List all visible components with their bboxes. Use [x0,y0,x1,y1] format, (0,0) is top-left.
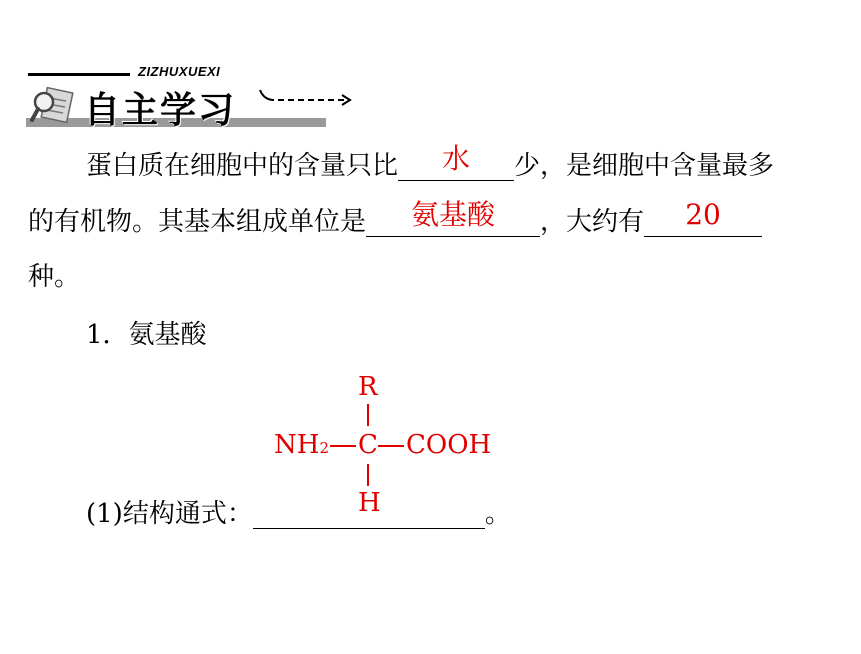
intro-line-1 [86,142,775,181]
formula-h-atom: H [358,488,381,518]
blank-3 [644,198,762,237]
answer-2: 氨基酸 [411,198,496,231]
section-1-heading: 1．氨基酸 [86,320,207,350]
item-1-label: (1)结构通式： [86,499,253,529]
dashed-arrow-icon [256,88,352,108]
header-top-rule [28,73,130,76]
formula-carboxyl-group: COOH [406,430,492,460]
formula-bond-right [378,445,404,447]
formula-central-carbon: C [358,430,378,460]
answer-1: 水 [442,142,471,175]
formula-bond-top [367,404,369,426]
formula-bond-left [330,445,356,447]
answer-3: 20 [685,198,721,231]
intro-line-3: 种。 [28,262,81,292]
intro-line-2 [28,198,762,237]
section-header [26,60,336,132]
formula-r-group: R [358,372,378,402]
intro-text-4: ，大约有 [540,207,645,237]
blank-structure-formula [253,498,485,529]
blank-2 [366,198,540,237]
item-1-end: 。 [484,499,511,529]
intro-text-3: 的有机物。其基本组成单位是 [28,207,367,237]
item-1-line [86,498,511,529]
intro-text-2: 少，是细胞中含量最多 [514,151,775,181]
formula-amino-group [274,430,329,460]
blank-1 [398,142,514,181]
formula-subscript: 2 [319,439,329,457]
magnifier-book-icon [30,86,78,126]
header-pinyin: ZIZHUXUEXI [138,64,221,79]
formula-bond-bottom [367,464,369,486]
header-title: 自主学习 [84,90,237,131]
intro-text-1: 蛋白质在细胞中的含量只比 [86,151,399,181]
formula-nh: NH [274,430,320,460]
